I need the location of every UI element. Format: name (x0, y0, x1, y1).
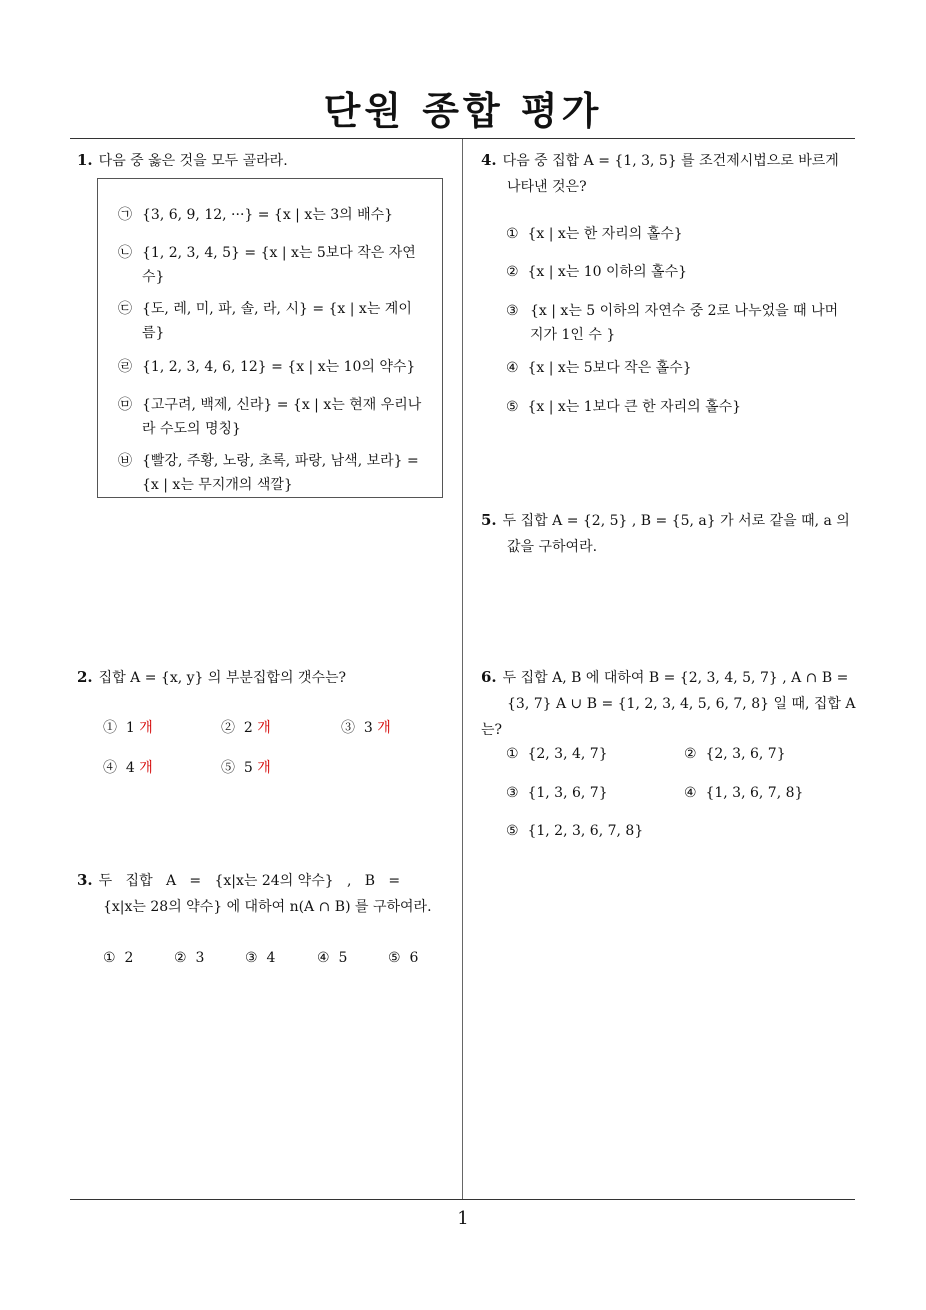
option-label: ① (103, 950, 116, 966)
question-4 (481, 147, 861, 200)
option-value: 2 (124, 950, 134, 966)
option-value: 4 (125, 760, 135, 776)
question-text-line1: 두 집합 A = {2, 5} , B = {5, a} 가 서로 같을 때, a 의 (502, 513, 850, 529)
question-number: 2. (77, 668, 93, 686)
question-text: 집합 A = {x, y} 의 부분집합의 갯수는? (98, 670, 347, 686)
option-text: {1, 3, 6, 7} (527, 785, 608, 801)
option-label: ④ (506, 360, 519, 376)
question-3 (77, 867, 457, 920)
column-divider (462, 139, 463, 1200)
question-5 (481, 507, 861, 560)
statement-text: {도, 레, 미, 파, 솔, 라, 시} = {x | x는 계이름} (142, 301, 412, 341)
option-label: ② (684, 746, 697, 762)
statement-item (118, 449, 428, 497)
option-label: ③ (245, 950, 258, 966)
option-label: ③ (506, 303, 519, 319)
statement-item (118, 297, 428, 345)
page-number: 1 (457, 1208, 469, 1229)
option-text: {x | x는 5보다 작은 홀수} (527, 360, 692, 376)
option-unit: 개 (257, 760, 271, 776)
option-label: ④ (103, 760, 117, 776)
answer-option[interactable] (103, 756, 153, 780)
question-6 (481, 664, 861, 743)
option-label: ① (506, 746, 519, 762)
question-text-line1: 두 집합 A, B 에 대하여 B = {2, 3, 4, 5, 7} , A ∩ B = (502, 670, 849, 686)
statement-text: {3, 6, 9, 12, ···} = {x | x는 3의 배수} (142, 207, 394, 223)
q1-statement-box (97, 178, 443, 498)
option-text: {2, 3, 6, 7} (705, 746, 786, 762)
question-number: 1. (77, 151, 93, 169)
statement-label: ㉥ (118, 453, 132, 469)
answer-option[interactable] (506, 356, 692, 380)
question-text-line2: 값을 구하여라. (507, 539, 598, 555)
answer-option[interactable] (341, 716, 391, 740)
option-unit: 개 (377, 720, 391, 736)
question-text-line1: 다음 중 집합 A = {1, 3, 5} 를 조건제시법으로 바르게 (502, 153, 839, 169)
option-text: {x | x는 1보다 큰 한 자리의 홀수} (527, 399, 742, 415)
option-label: ② (506, 264, 519, 280)
option-value: 4 (266, 950, 276, 966)
option-label: ② (221, 720, 235, 736)
answer-option[interactable] (103, 716, 153, 740)
answer-option[interactable] (506, 742, 608, 766)
option-label: ② (174, 950, 187, 966)
answer-option[interactable] (103, 946, 133, 970)
statement-item (118, 241, 428, 289)
option-value: 3 (363, 720, 373, 736)
answer-option[interactable] (506, 395, 741, 419)
statement-text: {1, 2, 3, 4, 6, 12} = {x | x는 10의 약수} (142, 359, 416, 375)
question-text-line1: 두 집합 A = {x|x는 24의 약수} , B = (98, 873, 401, 889)
answer-option[interactable] (506, 781, 608, 805)
option-text: {x | x는 5 이하의 자연수 중 2로 나누었을 때 나머지가 1인 수 } (530, 303, 839, 343)
option-unit: 개 (139, 760, 153, 776)
question-number: 5. (481, 511, 497, 529)
option-label: ① (103, 720, 117, 736)
option-text: {2, 3, 4, 7} (527, 746, 608, 762)
option-label: ③ (341, 720, 355, 736)
option-value: 3 (195, 950, 205, 966)
statement-item (118, 393, 428, 441)
question-1 (77, 147, 447, 174)
statement-text: {빨강, 주황, 노랑, 초록, 파랑, 남색, 보라} = {x | x는 무지개의 색깔} (142, 453, 419, 493)
answer-option[interactable] (221, 716, 271, 740)
answer-option[interactable] (245, 946, 275, 970)
page-title: 단원 종합 평가 (323, 89, 603, 133)
answer-option[interactable] (506, 819, 643, 843)
option-label: ⑤ (221, 760, 235, 776)
statement-label: ㉠ (118, 207, 132, 223)
option-label: ⑤ (388, 950, 401, 966)
question-text: 다음 중 옳은 것을 모두 골라라. (98, 153, 288, 169)
statement-label: ㉣ (118, 359, 132, 375)
question-2 (77, 664, 447, 691)
statement-text: {1, 2, 3, 4, 5} = {x | x는 5보다 작은 자연수} (142, 245, 416, 285)
statement-label: ㉤ (118, 397, 132, 413)
question-number: 3. (77, 871, 93, 889)
option-text: {x | x는 10 이하의 홀수} (527, 264, 688, 280)
answer-option[interactable] (174, 946, 204, 970)
question-text-line2: 나타낸 것은? (507, 179, 587, 195)
option-text: {x | x는 한 자리의 홀수} (527, 226, 683, 242)
answer-option[interactable] (506, 222, 683, 246)
answer-option[interactable] (684, 781, 803, 805)
statement-item (118, 355, 428, 379)
statement-label: ㉢ (118, 301, 132, 317)
answer-option[interactable] (221, 756, 271, 780)
option-unit: 개 (139, 720, 153, 736)
option-label: ⑤ (506, 399, 519, 415)
statement-label: ㉡ (118, 245, 132, 261)
option-value: 5 (338, 950, 348, 966)
option-value: 2 (243, 720, 253, 736)
option-label: ④ (684, 785, 697, 801)
statement-item (118, 203, 428, 227)
question-text-line2: {x|x는 28의 약수} 에 대하여 n(A ∩ B) 를 구하여라. (103, 899, 432, 915)
option-value: 1 (125, 720, 135, 736)
answer-option[interactable] (684, 742, 786, 766)
option-label: ④ (317, 950, 330, 966)
option-label: ⑤ (506, 823, 519, 839)
question-number: 4. (481, 151, 497, 169)
answer-option[interactable] (506, 260, 687, 284)
option-unit: 개 (257, 720, 271, 736)
option-text: {1, 2, 3, 6, 7, 8} (527, 823, 644, 839)
statement-text: {고구려, 백제, 신라} = {x | x는 현재 우리나라 수도의 명칭} (142, 397, 422, 437)
question-text-line2: {3, 7} A ∪ B = {1, 2, 3, 4, 5, 6, 7, 8} 일 때, 집합 A는? (481, 696, 856, 738)
option-label: ① (506, 226, 519, 242)
option-value: 5 (243, 760, 253, 776)
answer-option[interactable] (506, 299, 851, 347)
question-number: 6. (481, 668, 497, 686)
option-value: 6 (409, 950, 419, 966)
answer-option[interactable] (317, 946, 347, 970)
answer-option[interactable] (388, 946, 418, 970)
option-label: ③ (506, 785, 519, 801)
option-text: {1, 3, 6, 7, 8} (705, 785, 804, 801)
footer-rule (70, 1199, 855, 1200)
